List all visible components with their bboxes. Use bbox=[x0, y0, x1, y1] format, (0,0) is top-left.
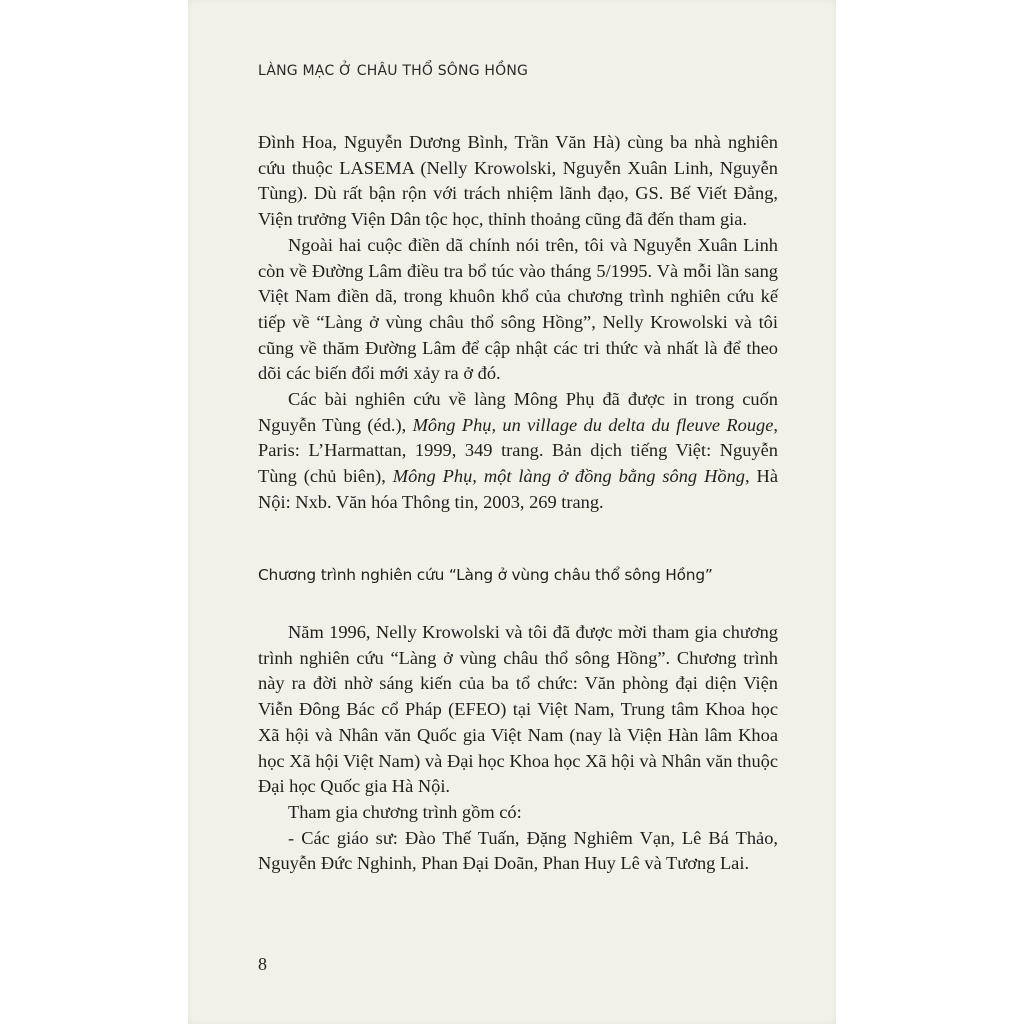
paragraph: Ngoài hai cuộc điền dã chính nói trên, tôi và Nguyễn Xuân Linh còn về Đường Lâm điều tra bổ túc vào tháng 5/1995. Và mỗi lần sang Việt Nam điền dã, trong khuôn khổ của chương trình nghiên cứu kế tiếp về “Làng ở vùng châu thổ sông Hồng”, Nelly Krowolski và tôi cũng về thăm Đường Lâm để cập nhật các tri thức và nhất là để theo dõi các biến đổi mới xảy ra ở đó. bbox=[258, 234, 778, 384]
citation-title-vietnamese: Mông Phụ, một làng ở đồng bằng sông Hồng bbox=[392, 466, 745, 487]
citation-text: , Paris: L’Harmattan, 1999, 349 trang. Bản dịch tiếng Việt: Nguyễn Tùng (chủ biên), bbox=[258, 414, 778, 487]
paragraph-list-item: - Các giáo sư: Đào Thế Tuấn, Đặng Nghiêm Vạn, Lê Bá Thảo, Nguyễn Đức Nghinh, Phan Đại Doãn, Phan Huy Lê và Tương Lai. bbox=[258, 827, 778, 874]
paragraph: Đình Hoa, Nguyễn Dương Bình, Trần Văn Hà) cùng ba nhà nghiên cứu thuộc LASEMA (Nelly Krowolski, Nguyễn Xuân Linh, Nguyễn Tùng). Dù rất bận rộn với trách nhiệm lãnh đạo, GS. Bế Viết Đẳng, Viện trưởng Viện Dân tộc học, thỉnh thoảng cũng đã đến tham gia. bbox=[258, 132, 778, 230]
running-header: LÀNG MẠC Ở CHÂU THỔ SÔNG HỒNG bbox=[258, 63, 529, 79]
page-number: 8 bbox=[258, 954, 267, 974]
paragraph: Tham gia chương trình gồm có: bbox=[288, 801, 522, 822]
citation-text: Các bài nghiên cứu về làng Mông Phụ đã được in trong cuốn Nguyễn Tùng (éd.), bbox=[258, 389, 778, 435]
text-block-top bbox=[258, 130, 778, 516]
paragraph-citation bbox=[258, 387, 778, 516]
citation-title-french: Mông Phụ, un village du delta du fleuve Rouge bbox=[412, 414, 774, 435]
section-heading: Chương trình nghiên cứu “Làng ở vùng châu thổ sông Hồng” bbox=[258, 566, 713, 584]
text-block-bottom bbox=[258, 620, 778, 877]
citation-text: , Hà Nội: Nxb. Văn hóa Thông tin, 2003, 269 trang. bbox=[258, 466, 778, 512]
paragraph: Năm 1996, Nelly Krowolski và tôi đã được mời tham gia chương trình nghiên cứu “Làng ở vùng châu thổ sông Hồng”. Chương trình này ra đời nhờ sáng kiến của ba tổ chức: Văn phòng đại diện Viện Viễn Đông Bác cổ Pháp (EFEO) tại Việt Nam, Trung tâm Khoa học Xã hội và Nhân văn Quốc gia Việt Nam (nay là Viện Hàn lâm Khoa học Xã hội Việt Nam) và Đại học Khoa học Xã hội và Nhân văn thuộc Đại học Quốc gia Hà Nội. bbox=[258, 622, 778, 797]
